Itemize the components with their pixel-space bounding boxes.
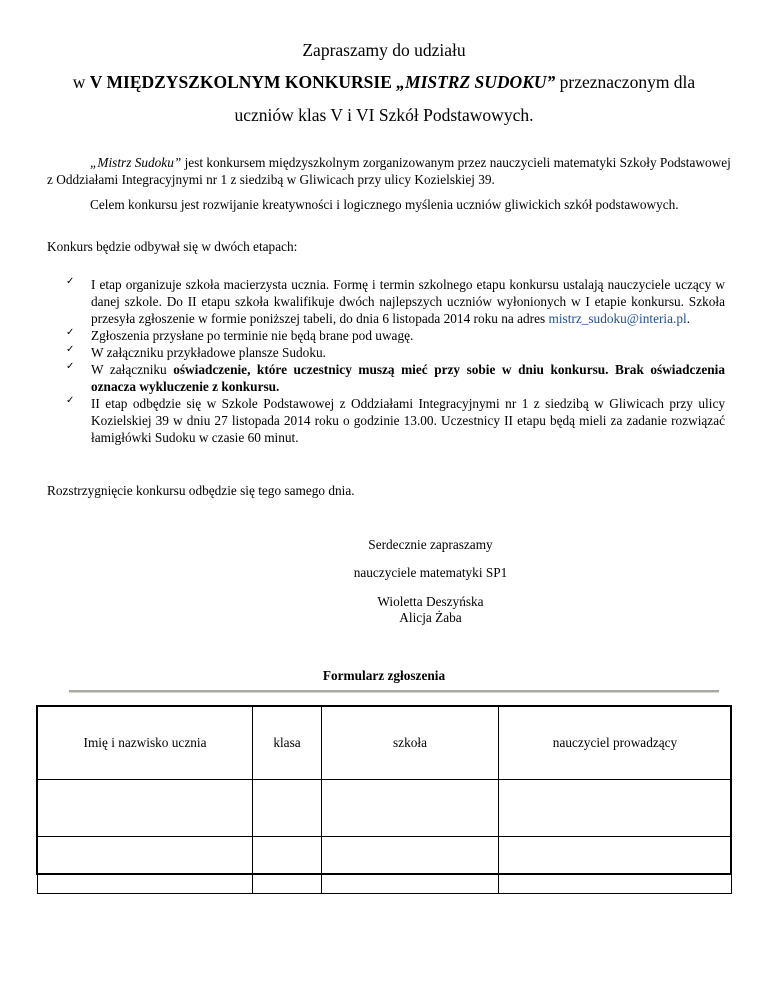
check-icon: ✓: [66, 361, 75, 372]
competition-name: V MIĘDZYSZKOLNYM KONKURSIE: [89, 72, 397, 92]
teacher-name-2: Alicja Żaba: [399, 610, 462, 625]
horizontal-rule: [69, 690, 719, 693]
signature-name-2: [300, 609, 561, 626]
table-row: [38, 837, 732, 894]
header-line-3: [0, 104, 768, 126]
from-text: nauczyciele matematyki SP1: [353, 565, 508, 580]
header-line-3-text: uczniów klas V i VI Szkół Podstawowych.: [234, 105, 534, 125]
form-title: [0, 667, 768, 684]
input-cell[interactable]: [253, 837, 322, 894]
input-cell[interactable]: [499, 780, 732, 837]
input-cell[interactable]: [253, 780, 322, 837]
check-icon: ✓: [66, 395, 75, 406]
column-header-class: klasa: [253, 707, 322, 780]
list-item: [66, 344, 725, 361]
intro-paragraph: [47, 154, 737, 188]
resolution-text: [47, 482, 355, 499]
stages-list: [66, 276, 725, 446]
list-item: [66, 327, 725, 344]
input-cell[interactable]: [38, 780, 253, 837]
form-title-text: Formularz zgłoszenia: [322, 668, 446, 683]
input-cell[interactable]: [322, 780, 499, 837]
teacher-name-1: Wioletta Deszyńska: [377, 594, 484, 609]
input-cell[interactable]: [499, 837, 732, 894]
registration-table: [37, 706, 732, 894]
attachment-statement-prefix: W załączniku: [91, 362, 174, 377]
attachment-boards-text: W załączniku przykładowe plansze Sudoku.: [91, 345, 326, 360]
stage-one-text: I etap organizuje szkoła macierzysta ucznia. Formę i termin szkolnego etapu konkursu ustalają nauczyciele uczący w danej szkole. Do II etapu szkoła kwalifikuje dwóch najlepszych uczniów wyłonionych w I etapie konkursu. Szkoła przesyła zgłoszenie w formie poniższej tabeli, do dnia 6 listopada 2014 roku na adres: [91, 277, 725, 326]
header-line-1: [0, 39, 768, 61]
stages-heading-text: Konkurs będzie odbywał się w dwóch etapach:: [47, 239, 298, 254]
signature-greeting: [300, 536, 561, 553]
late-submissions-text: Zgłoszenia przysłane po terminie nie będą brane pod uwagę.: [91, 328, 414, 343]
competition-title: „MISTRZ SUDOKU”: [396, 72, 556, 92]
signature-name-1: [300, 593, 561, 610]
check-icon: ✓: [66, 276, 75, 287]
table-header-row: [38, 707, 732, 780]
goal-paragraph: [90, 196, 750, 213]
intro-text: jest konkursem międzyszkolnym zorganizowanym przez nauczycieli matematyki Szkoły Podstawowej z Oddziałami Integracyjnymi nr 1 z siedzibą w Gliwicach przy ulicy Kozielskiej 39.: [47, 155, 731, 187]
header-line-2-suffix: przeznaczonym dla: [555, 72, 696, 92]
list-item: [66, 361, 725, 395]
header-line-1-text: Zapraszamy do udziału: [302, 40, 466, 60]
header-line-2-prefix: w: [72, 72, 90, 92]
stages-heading: [47, 238, 297, 255]
signature-from: [300, 564, 561, 581]
stage-two-text: II etap odbędzie się w Szkole Podstawowej z Oddziałami Integracyjnymi nr 1 z siedzibą w Gliwicach przy ulicy Kozielskiej 39 w dniu 27 listopada 2014 roku o godzinie 13.00. Uczestnicy II etapu będą mieli za zadanie rozwiązać łamigłówki Sudoku w czasie 60 minut.: [91, 396, 725, 445]
resolution-sentence: Rozstrzygnięcie konkursu odbędzie się tego samego dnia.: [47, 483, 355, 498]
greeting-text: Serdecznie zapraszamy: [368, 537, 493, 552]
header-line-2: [0, 71, 768, 93]
check-icon: ✓: [66, 344, 75, 355]
list-item: [66, 276, 725, 327]
column-header-teacher: nauczyciel prowadzący: [499, 707, 732, 780]
goal-text: Celem konkursu jest rozwijanie kreatywności i logicznego myślenia uczniów gliwickich szkół podstawowych.: [90, 197, 679, 212]
column-header-school: szkoła: [322, 707, 499, 780]
intro-title: „Mistrz Sudoku”: [90, 155, 182, 170]
email-link[interactable]: mistrz_sudoku@interia.pl: [548, 311, 687, 326]
table-row: [38, 780, 732, 837]
list-item: [66, 395, 725, 446]
check-icon: ✓: [66, 327, 75, 338]
stage-one-end: .: [686, 311, 691, 326]
input-cell[interactable]: [38, 837, 253, 894]
attachment-statement-text: oświadczenie, które uczestnicy muszą mieć przy sobie w dniu konkursu. Brak oświadczenia oznacza wykluczenie z konkursu.: [91, 362, 725, 394]
input-cell[interactable]: [322, 837, 499, 894]
column-header-student: Imię i nazwisko ucznia: [38, 707, 253, 780]
